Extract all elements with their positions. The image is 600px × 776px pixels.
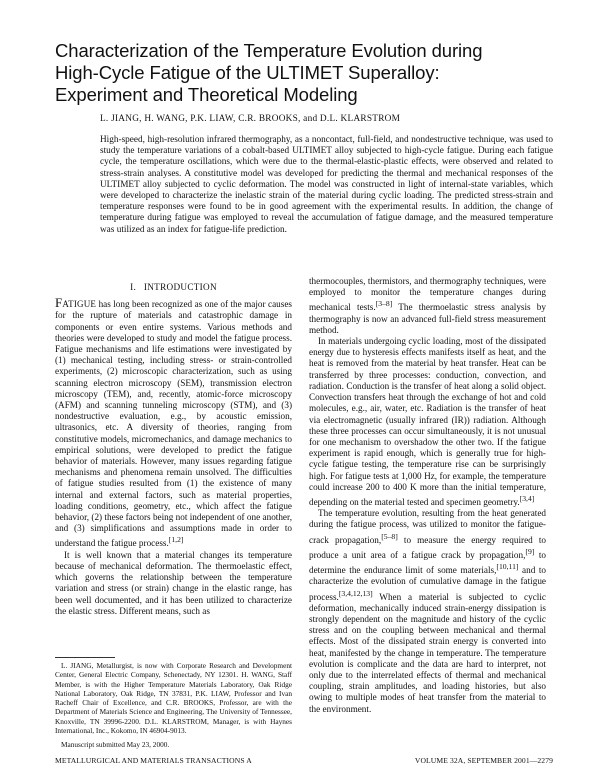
volume-page-footer: VOLUME 32A, SEPTEMBER 2001—2279 xyxy=(414,756,553,765)
author-affiliations-footnote: L. JIANG, Metallurgist, is now with Corporate Research and Development Center, General Electric Company, Schenectady, NY 12301. H. WANG, Staff Member, is with the Higher Temperature Materials Laboratory, Oak Ridge National Laboratory, Oak Ridge, TN 37831, P.K. LIAW, Professor and Ivan Racheff Chair of Excellence, and C.R. BROOKS, Professor, are with the Department of Materials Science and Engineering, The University of Tennessee, Knoxville, TN 39996-2200. D.L. KLARSTROM, Manager, is with Haynes International, Inc., Kokomo, IN 46904-9013. xyxy=(55,661,292,736)
right-paragraph-3-text-c: to determine the endurance limit of some materials, xyxy=(309,549,546,576)
right-paragraph-3 xyxy=(309,508,546,715)
drop-cap-word: Fatigue xyxy=(55,295,97,311)
intro-paragraph-2: It is well known that a material changes its temperature because of mechanical deformation. The thermoelastic effect, which governs the relationship between the temperature variation and stress (or strain) change in the elastic range, has been well documented, and it has been utilized to characterize the elastic stress. Different means, such as xyxy=(55,549,292,616)
right-column xyxy=(309,276,546,715)
title-line-1: Characterization of the Temperature Evolution during xyxy=(55,40,483,61)
citation: [3–8] xyxy=(375,299,393,309)
right-paragraph-3-text-d: and to characterize the evolution of cumulative damage in the fatigue process. xyxy=(309,565,546,602)
intro-paragraph-1 xyxy=(55,297,292,550)
citation: [3,4] xyxy=(519,493,535,503)
manuscript-received-note: Manuscript submitted May 23, 2000. xyxy=(61,740,170,749)
right-paragraph-1 xyxy=(309,276,546,336)
citation: [1,2] xyxy=(168,535,184,545)
section-number: I. xyxy=(130,282,137,292)
right-paragraph-1-text-b: The thermoelastic stress analysis by thermography is now an advanced full-field stress measurement method. xyxy=(309,302,546,335)
right-paragraph-1-text-a: thermocouples, thermistors, and thermography techniques, were employed to monitor the temperature changes during mechanical tests. xyxy=(309,276,546,313)
right-paragraph-3-text-e: When a material is subjected to cyclic deformation, mechanically induced strain-energy dissipation is strongly dependent on the magnitude and history of the cyclic stress and on the coupling between mechanical and thermal effects. Most of the dissipated strain energy is converted into heat, manifested by the change in temperature. The temperature evolution is complicate and the data are hard to interpret, not only due to the interrelated effects of thermal and mechanical coupling, strain amplitudes, and loading histories, but also owing to multiple modes of heat transfer from the material to the environment. xyxy=(309,591,546,714)
section-heading xyxy=(55,282,292,293)
right-paragraph-3-text-b: to measure the energy required to produce a unit area of a fatigue crack by propagation, xyxy=(309,534,546,560)
citation: [3,4,12,13] xyxy=(338,588,373,598)
citation: [5–8] xyxy=(381,531,398,541)
right-paragraph-2 xyxy=(309,336,546,508)
right-paragraph-3-text-a: The temperature evolution, resulting from the heat generated during the fatigue process, was utilized to monitor the fatigue-crack propagation, xyxy=(309,508,546,545)
section-title: INTRODUCTION xyxy=(143,282,217,292)
intro-paragraph-1-text: has long been recognized as one of the major causes for the rupture of materials and catastrophic damage in components or even entire systems. Various methods and theories were developed to study and model the fatigue process. Fatigue mechanisms and life estimations were investigated by (1) mechanical testing, including stress- or strain-controlled experiments, (2) microscopic characterization, such as using scanning electron microscopy (SEM), transmission electron microscopy (TEM), and, recently, atomic-force microscopy (AFM) and scanning tunneling microscopy (STM), and (3) nondestructive evaluation, e.g., by acoustic emission, ultrasonics, etc. A diversity of theories, ranging from constitutive models, micromechanics, and damage mechanics to empirical solutions, were developed to predict the fatigue behavior of materials. However, many issues regarding fatigue mechanisms and phenomena remain unsolved. The difficulties of fatigue studies resulted from (1) the existence of many internal and external factors, such as material properties, loading conditions, geometry, etc., which affect the fatigue behavior, (2) these factors being not independent of one another, and (3) simplifications and assumptions made in order to understand the fatigue process. xyxy=(55,299,292,549)
paper-title xyxy=(55,40,525,106)
author-list: L. JIANG, H. WANG, P.K. LIAW, C.R. BROOKS, and D.L. KLARSTROM xyxy=(100,114,401,124)
title-line-3: Experiment and Theoretical Modeling xyxy=(55,84,358,105)
right-paragraph-2-text: In materials undergoing cyclic loading, most of the dissipated energy due to hysteresis effects manifests itself as heat, and the heat is removed from the material by heat transfer. Heat can be transferred by three processes: conduction, convection, and radiation. Conduction is the transfer of heat along a solid object. Convection transfers heat through the exchange of hot and cold molecules, e.g., air, water, etc. Radiation is the transfer of heat via electromagnetic (usually infrared (IR)) radiation. Although these three processes can occur simultaneously, it is not unusual for one mechanism to overshadow the other two. If the fatigue experiment is rapid enough, which is generally true for high-cycle fatigue testing, the temperature rise can be surprisingly high. For fatigue tests at 1,000 Hz, for example, the temperature could increase 200 to 400 K more than the initial temperature, depending on the material tested and specimen geometry. xyxy=(309,336,546,507)
citation: [9] xyxy=(525,546,535,556)
abstract: High-speed, high-resolution infrared thermography, as a noncontact, full-field, and nondestructive technique, was used to study the temperature variations of a cobalt-based ULTIMET alloy subjected to high-cycle fatigue. During each fatigue cycle, the temperature oscillations, which were due to the thermal-elastic-plastic effects, were observed and related to stress-strain analyses. A constitutive model was developed for predicting the thermal and mechanical responses of the ULTIMET alloy subjected to cyclic deformation. The model was constructed in light of internal-state variables, which were developed to characterize the inelastic strain of the material during cyclic loading. The predicted stress-strain and temperature responses were found to be in good agreement with the experimental results. In addition, the change of temperature during fatigue was employed to reveal the accumulation of fatigue damage, and the measured temperature was utilized as an index for fatigue-life prediction. xyxy=(100,135,553,235)
journal-name-footer: METALLURGICAL AND MATERIALS TRANSACTIONS A xyxy=(55,756,252,765)
left-column xyxy=(55,282,292,617)
title-line-2: High-Cycle Fatigue of the ULTIMET Superalloy: xyxy=(55,62,440,83)
footnote-divider xyxy=(55,657,115,658)
citation: [10,11] xyxy=(496,562,519,572)
